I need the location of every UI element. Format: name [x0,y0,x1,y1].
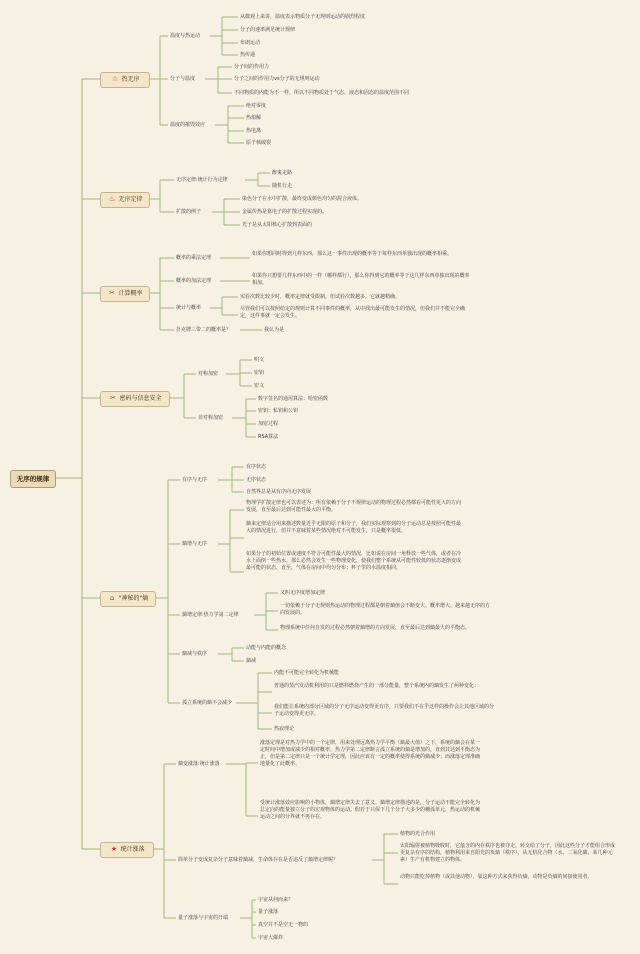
branch-node[interactable]: 有序与无序 [182,477,208,483]
branch-node[interactable]: 简单分子变成复杂分子意味着熵减，生命体存在是否违反了熵增定律呢？ [178,857,339,863]
leaf-node: 分子间的作用力 [234,64,270,70]
leaf-node: 熵减 [246,658,257,664]
branch-node[interactable]: 分子与温度 [170,76,196,82]
branch-node[interactable]: 扩散的例子 [176,209,202,215]
leaf-node: 密文 [254,383,265,389]
section-node[interactable] [100,286,150,302]
leaf-node: 原子核破裂 [246,140,272,146]
leaf-node: 密钥：私钥和公钥 [258,408,299,414]
star-icon: ★ [110,845,118,853]
leaf-node: 自然界总是从有序向无序发展 [246,489,312,495]
leaf-node: 物理系统中任何自发的过程必然朝着熵增的方向发展，直至最后达到熵最大的平衡态。 [280,625,471,631]
leaf-node: 物理学扩散定律也可以表述为：所有依赖于分子不规律运动的物理过程必然都看可能性更大的方向发展，直至最后达到可能性最大的平衡。 [246,500,462,513]
leaf-node: 量子涨落 [258,909,279,915]
leaf-node: RSA算法 [258,434,279,440]
section-title: "神秘的"熵 [118,595,149,602]
branch-node[interactable]: 无序定律:统计行为定律 [176,177,228,183]
leaf-node: 无序状态 [246,477,267,483]
leaf-node: 随机行走 [272,183,293,189]
leaf-node: 绝对零度 [246,103,267,109]
leaf-node: 热寂理论 [274,726,295,732]
leaf-node: 动物只能吃掉植物（或其他动物），靠这种方式来获得负熵，动物是负熵的间接使用者。 [400,874,593,880]
branch-node[interactable]: 对称加密 [198,371,219,377]
leaf-node: 涨落定理是对热力学中的一个定律，用来处理远离热力学平衡（熵最大值）之下，系统的熵会在某一定时间中增加或减少的相对概率。热力学第二定律断言孤立系统的熵是增加的，直到其达到平衡态为止，但是第二定律只是一个统计学定理，因此应该有一定的概率使得系统的熵减少；而涨落定理准确地量化了此概率。 [260,740,481,767]
section-title: 密码与信息安全 [119,395,162,402]
leaf-node: 不同物质的内能为不一样，所以不同物质处于气态、液态和固态的温度范围不同 [234,90,410,96]
leaf-node: 从微观上来讲，温度表示物质分子无规则运动的剧烈程度 [240,14,366,20]
leaf-node: 实验次数比较少时，概率定律就受限制，但试验次数越多，它就越精确。 [240,294,401,300]
leaf-node: 醉鬼走路 [272,170,293,176]
section-title: 统计涨落 [120,846,145,853]
branch-node[interactable]: 熵增与无序 [182,541,208,547]
branch-node[interactable]: 熵增定律:热力学第二定律 [182,612,239,618]
branch-node[interactable]: 概率的加法定理 [176,278,212,284]
section-title: 无序定律 [118,196,143,203]
leaf-node: 我们能让系统内部分区域的分子无序运动变得更有序，只要我们不在乎这样的操作会让其他区域的分子运动变得更无序。 [274,704,495,717]
branch-node[interactable]: 量子涨落与宇宙的开端 [178,915,229,921]
leaf-node: 数字签名的通用算法：哈密函数 [258,396,329,402]
section-node[interactable] [100,842,154,858]
leaf-node: 普通的蒸汽发动机利用的只是燃料燃烧产生的一部分能量，整个系统内的熵发生了两种变化： [274,683,480,689]
leaf-node: 加密过程 [258,421,279,427]
branch-node[interactable]: 熵减与秩序 [182,651,208,657]
branch-node[interactable]: 统计与概率 [176,305,202,311]
leaf-node: 布朗运动 [240,40,261,46]
branch-node[interactable]: 非对称加密 [198,415,224,421]
leaf-node: 热电离 [246,128,262,134]
leaf-node: 如果分子的初始位置或速度不符合可能性最大的情况，比如说在房间一角释放一些气体，或者在冷水上面倒一些热水，那么必然会发生一些物理变化，使我们整个系统从可能性较低的状态逐渐变成最可能的状态，直至，气体在房间中均匀分布；杯子里的水温度相同。 [246,551,462,571]
tools-icon: ✂ [110,394,116,402]
tools-icon: ✂ [109,289,115,297]
leaf-node: 宇宙大爆炸 [258,935,284,941]
branch-node[interactable]: 扑克牌三带二的概率是？ [176,327,232,333]
section-title: 计算概率 [118,290,143,297]
leaf-node: 密钥 [254,370,265,376]
leaf-node: 熵来定律适合用来描述数量近乎无限的原子和分子，我们实际观察到的分子运动总是按照可能性最大的情况进行，但并不意味着某些情况绝对不可能发生，只是概率很低。 [246,521,462,534]
section-title: 热无序 [121,76,140,83]
leaf-node: 如果你只想要几样东西中的一样（哪样都行），那么你得到它的概率等于这几样东西单独出现的概率相加。 [252,273,470,286]
leaf-node: 金属传热是靠电子的扩散过程实现的。 [242,209,328,215]
branch-node[interactable]: 温度与热运动 [170,33,201,39]
branch-node[interactable]: 熵变涨落:统计涨落 [178,761,220,767]
leaf-node: 一切依赖于分子无规则热运动的物理过程都是朝着熵值会不断变大、概率增大、越来越无序的方向发展的。 [280,603,491,616]
leaf-node: 太阳辐射被植物吸收时，它蕴含的内在秩序也被夺走、转交给了分子，因此这些分子才能组合形成更复杂有序的结构。植物利用来自阳光的负熵（秩序），从无机化合物（水、二氧化碳、某几种元素）生产有机物建立的物体。 [400,843,616,863]
leaf-node: 又叫无序度增加定律 [280,590,326,596]
leaf-node: 热传递 [240,52,256,58]
section-node[interactable] [100,391,170,407]
leaf-node: 分子之间的作用力vs分子的无规则运动 [234,76,320,82]
leaf-node: 真空并不是空无一物的 [258,922,309,928]
leaf-node: 内能不可能完全转化为机械能 [274,670,340,676]
star-icon: ☆ [111,75,119,83]
leaf-node: 我认为是 [264,327,285,333]
section-node[interactable] [100,591,156,607]
leaf-node: 宇宙从何而来？ [258,897,294,903]
leaf-node: 明文 [254,357,265,363]
fire-icon: ♨ [108,195,116,203]
leaf-node: 染色分子在水中扩散，最终变成颜色均匀的混合液体。 [242,196,363,202]
house-icon: ⌂ [110,594,115,602]
section-node[interactable] [100,192,150,208]
branch-node[interactable]: 温度的摧毁效应 [170,122,206,128]
leaf-node: 热熄解 [246,115,262,121]
leaf-node: 光子是从太阳核心扩散到表面的 [242,222,313,228]
leaf-node: 受统计涨落效应影响的小物体，熵增定律失去了意义。熵增定律描述的是，分子运动不能完全转化为总定向的能量独立分子的宏观物体的运动。假若于只保下几个分子大多少的穗孤单元，热运动的机械运动之间的分界就不再存在。 [260,800,481,820]
leaf-node: 植物的光合作用 [400,831,436,837]
leaf-node: 有序状态 [246,464,267,470]
leaf-node: 如果你想同时得到几样东西，那么这一事件出现的概率等于每样东西单独出现的概率相乘。 [252,251,453,257]
leaf-node: 尽管我们可以按照给定的规则计算不同事件的概率，从中找出最可能发生的情况，但我们并不能完全确定，这件事就一定会发生。 [240,306,466,319]
section-node[interactable] [100,72,150,88]
root-node[interactable]: 无序的规律 [10,470,56,488]
leaf-node: 动能与内能的概念 [246,645,287,651]
branch-node[interactable]: 概率的乘法定理 [176,255,212,261]
leaf-node: 分子的速率满足统计规律 [240,27,296,33]
branch-node[interactable]: 孤立系统的熵不会减少 [182,700,233,706]
